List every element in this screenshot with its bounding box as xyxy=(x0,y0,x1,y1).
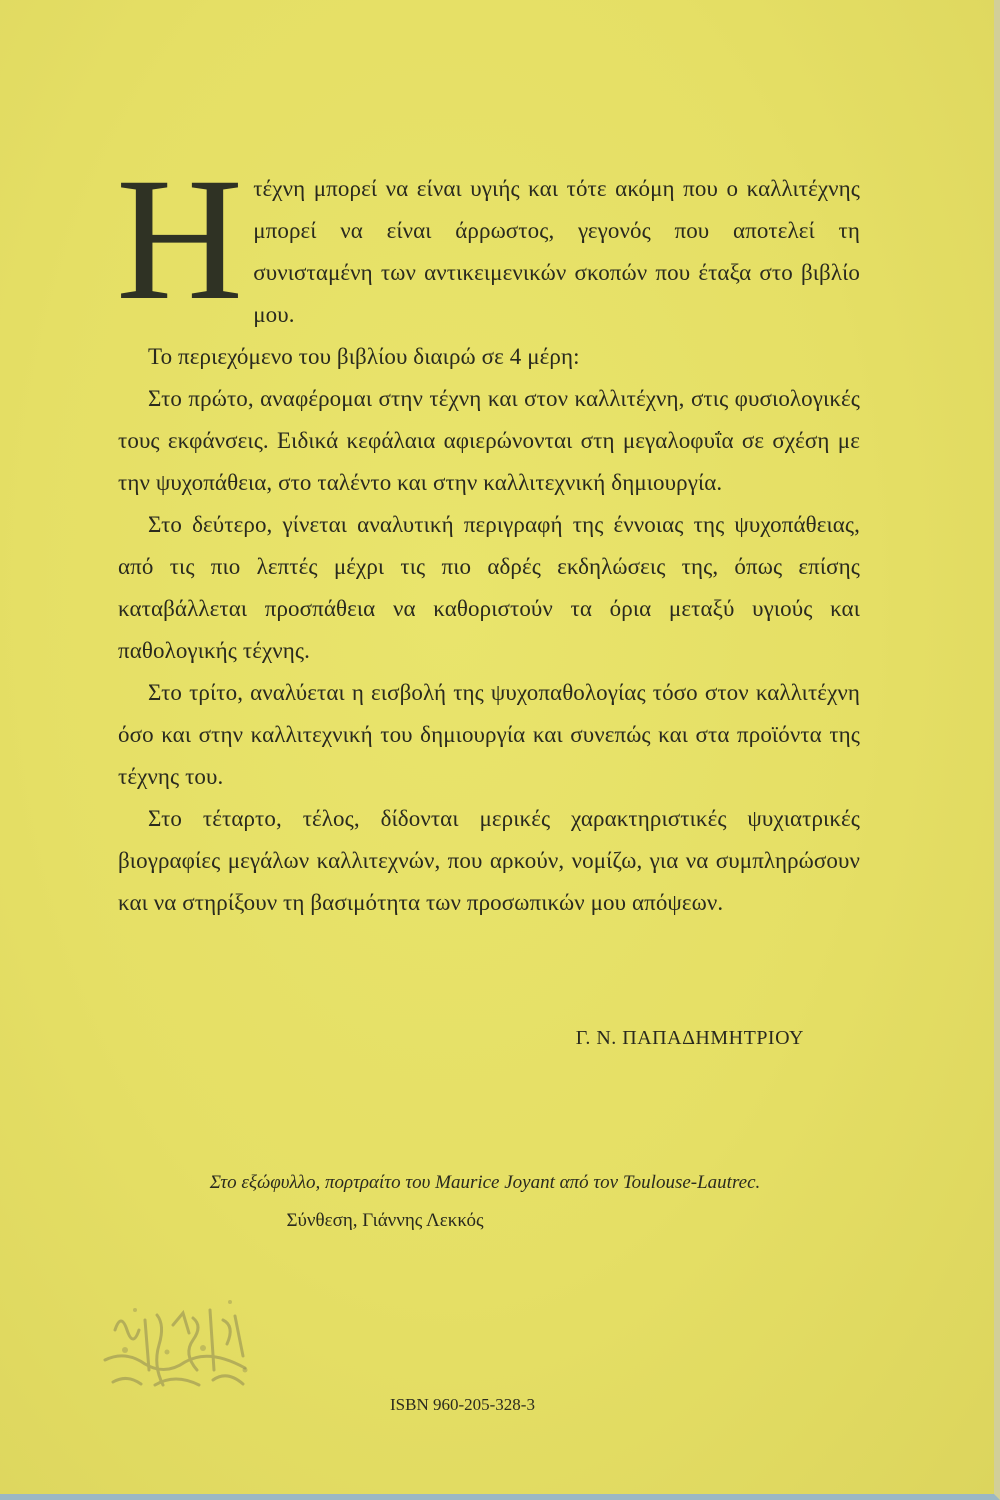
faded-stamp-icon xyxy=(95,1290,265,1405)
design-credit: Σύνθεση, Γιάννης Λεκκός xyxy=(286,1210,484,1231)
blurb-paragraph-1-text: τέχνη μπορεί να είναι υγιής και τότε ακόμη που ο καλλιτέχνης μπορεί να είναι άρρωστος, γεγονός που αποτελεί τη συνισταμένη των αντικειμενικών σκοπών που έταξα στο βιβλίο μου. xyxy=(253,176,860,327)
isbn-number: ISBN 960-205-328-3 xyxy=(390,1395,535,1414)
blurb-paragraph-4: Στο δεύτερο, γίνεται αναλυτική περιγραφή της έννοιας της ψυχοπάθειας, από τις πιο λεπτές μέχρι τις πιο αδρές εκδηλώσεις της, όπως επίσης καταβάλλεται προσπάθεια να καθοριστούν τα όρια μεταξύ υγιούς και παθολογικής τέχνης. xyxy=(118,512,860,663)
blurb-paragraph-2: Το περιεχόμενο του βιβλίου διαιρώ σε 4 μέρη: xyxy=(148,344,580,369)
blurb-text xyxy=(116,142,860,924)
author-signature: Γ. Ν. ΠΑΠΑΔΗΜΗΤΡΙΟΥ xyxy=(575,1027,804,1049)
drop-cap-letter: Η xyxy=(116,142,244,337)
blurb-paragraph-1 xyxy=(116,142,860,337)
cover-illustration-credit: Στο εξώφυλλο, πορτραίτο του Maurice Joyant από τον Toulouse-Lautrec. xyxy=(209,1172,761,1193)
blurb-paragraph-5: Στο τρίτο, αναλύεται η εισβολή της ψυχοπαθολογίας τόσο στον καλλιτέχνη όσο και στην καλλιτεχνική του δημιουργία και συνεπώς και στα προϊόντα της τέχνης του. xyxy=(118,680,860,789)
blurb-paragraph-6: Στο τέταρτο, τέλος, δίδονται μερικές χαρακτηριστικές ψυχιατρικές βιογραφίες μεγάλων καλλιτεχνών, που αρκούν, νομίζω, για να συμπληρώσουν και να στηρίξουν τη βασιμότητα των προσωπικών μου απόψεων. xyxy=(118,806,860,915)
blurb-paragraph-3: Στο πρώτο, αναφέρομαι στην τέχνη και στον καλλιτέχνη, στις φυσιολογικές τους εκφάνσεις. Ειδικά κεφάλαια αφιερώνονται στη μεγαλοφυΐα σε σχέση με την ψυχοπάθεια, στο ταλέντο και στην καλλιτεχνική δημιουργία. xyxy=(118,386,860,495)
